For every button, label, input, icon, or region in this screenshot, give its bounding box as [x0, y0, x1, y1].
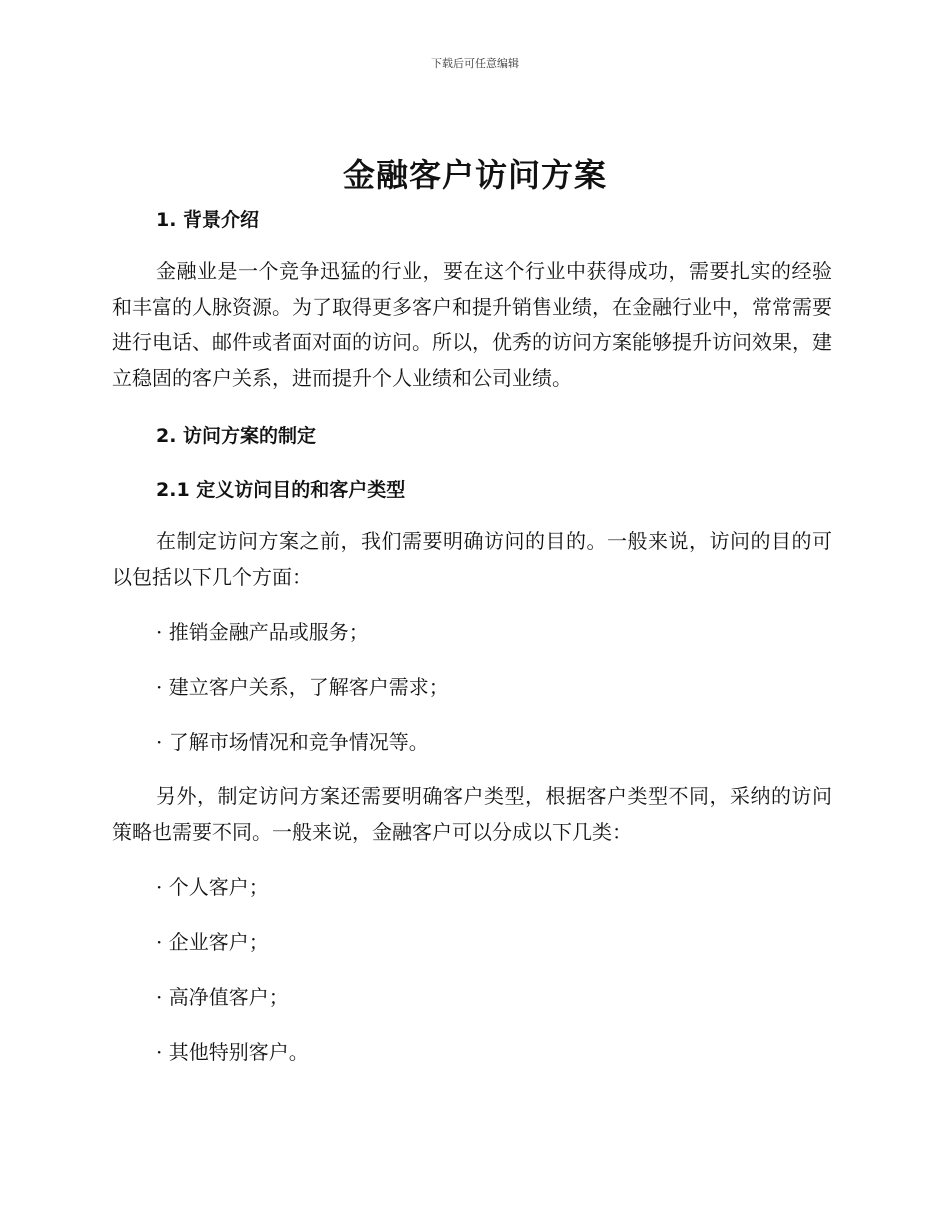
- purpose-list-item: · 了解市场情况和竞争情况等。: [156, 730, 429, 754]
- section-heading-plan: 2. 访问方案的制定: [156, 425, 317, 447]
- customer-type-list-item: · 高净值客户；: [156, 985, 289, 1009]
- customer-type-list-item: · 其他特别客户。: [156, 1040, 309, 1064]
- document-title: 金融客户访问方案: [342, 156, 607, 194]
- purpose-list-item: · 建立客户关系，了解客户需求；: [156, 675, 449, 699]
- purpose-list-item: · 推销金融产品或服务；: [156, 620, 369, 644]
- customer-type-list-item: · 个人客户；: [156, 875, 269, 899]
- purpose-paragraph: 在制定访问方案之前，我们需要明确访问的目的。一般来说，访问的目的可以包括以下几个方面：: [112, 529, 832, 589]
- section-heading-background: 1. 背景介绍: [156, 209, 260, 231]
- document-body: [112, 200, 832, 1070]
- background-paragraph: 金融业是一个竞争迅猛的行业，要在这个行业中获得成功，需要扎实的经验和丰富的人脉资源。为了取得更多客户和提升销售业绩，在金融行业中，常常需要进行电话、邮件或者面对面的访问。所以，优秀的访问方案能够提升访问效果，建立稳固的客户关系，进而提升个人业绩和公司业绩。: [112, 259, 832, 390]
- customer-type-list-item: · 企业客户；: [156, 930, 269, 954]
- customer-types-paragraph: 另外，制定访问方案还需要明确客户类型，根据客户类型不同，采纳的访问策略也需要不同。一般来说，金融客户可以分成以下几类：: [112, 784, 832, 844]
- header-note: 下载后可任意编辑: [431, 57, 519, 70]
- subsection-heading-definition: 2.1 定义访问目的和客户类型: [156, 479, 406, 501]
